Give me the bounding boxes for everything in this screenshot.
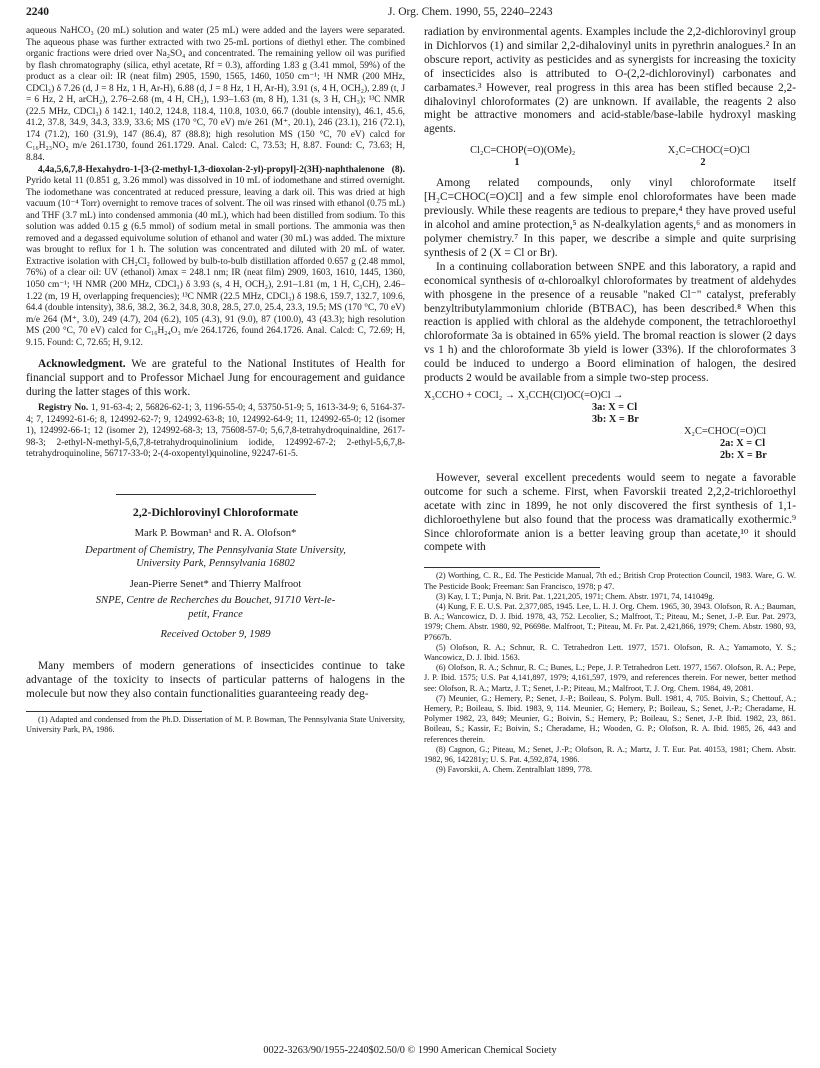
footnote-divider (26, 711, 202, 712)
compound-label-2b: 2b: X = Br (720, 449, 767, 461)
compound-number: 1 (514, 156, 520, 168)
running-header (26, 6, 786, 22)
section-divider (116, 494, 316, 495)
body-paragraph: However, several excellent precedents would seem to negate a favorable outcome for such a scheme. First, when Favorskii treated 2,2,2-trichloroethyl acetate with zinc in 1899, he not only discovered the first synthesis of 1,1-dichloroethylene but also found that the process was dramatically exothermic.⁹ Since chloroformate anion is a better leaving group than acetate,¹⁰ it should compete with (424, 471, 796, 554)
author-line: Jean-Pierre Senet* and Thierry Malfroot (129, 578, 302, 590)
footnote: (7) Meunier, G.; Hemery, P.; Senet, J.-P.; Boileau, S. Polym. Bull. 1981, 4, 705. Boivin, S.; Chettouf, A.; Hemery, P.; Boileau, S. Ibid. 1983, 9, 114. Meunier, G; Hemery, P.; Boileau, S.; Senet, J.-P.; Cheradame, H. Polymer 1982, 23, 849; Meunier, G.; Boivin, S.; Hemery, P.; Boileau, S.; Senet, J.-P. Ibid. 1982, 23, 861. Boileau, S.; Kassir, F.; Boivin, S.; Cheradame, H.; Wooden, G. P.; Olofson, R. A. Ibid. 1985, 26, 443 and references therein. (424, 693, 796, 744)
compound-label-2a: 2a: X = Cl (720, 437, 766, 449)
structure-row (424, 145, 796, 157)
page-footer: 0022-3263/90/1955-2240$02.50/0 © 1990 American Chemical Society (263, 1045, 557, 1056)
dichlorvos-formula: Cl₂C=CHOP(=O)(OMe)₂ (470, 145, 576, 157)
footnote: (2) Worthing, C. R., Ed. The Pesticide Manual, 7th ed.; British Crop Protection Council, 1983. Ware, G. W. The Pesticide Book; Freeman: San Francisco, 1978; p 47. (424, 571, 796, 591)
footnote: (3) Kay, I. T.; Punja, N. Brit. Pat. 1,221,205, 1971; Chem. Abstr. 1971, 74, 141049g. (436, 591, 715, 601)
spacer (26, 642, 405, 652)
affiliation: Department of Chemistry, The Pennsylvania State University, University Park, Pennsylvania 16802 (85, 544, 346, 570)
footnote-divider (424, 567, 600, 568)
left-column (26, 26, 405, 1026)
body-paragraph: In a continuing collaboration between SNPE and this laboratory, a rapid and economical synthesis of α-chloroalkyl chloroformates by treatment of aldehydes with phosgene in the presence of a reusable "naked Cl⁻" catalyst, preferably benzyltributylammonium chloride (BTBAC), has been described.⁸ When this reaction is applied with chloral as the aldehyde component, the tetrachloroethyl chloroformate 3a is obtained in 65% yield. The bromal reaction is slower (2 days vs 1 h) and the chloroformate 3b yield is lower (33%). If the chloroformates 3 could be induced to undergo a Boord elimination of halogen, the desired products 2 would be available from a simple two-step process. (424, 260, 796, 385)
body-paragraph: Among related compounds, only vinyl chloroformate itself [H₂C=CHOC(=O)Cl] and a few simple enol chloroformates have been made previously. While these reagents are tedious to prepare,⁴ they have proved useful in alcohol and amine protection,⁵ as N-dealkylation agents,⁶ and as monomers in polymer chemistry.⁷ In this paper, we describe a simple and quite surprising synthesis of 2 (X = Cl or Br). (424, 177, 796, 259)
introduction-paragraph: Many members of modern generations of insecticides continue to take advantage of the toxicity to insects of particular patterns of halogens in the molecule but now they also contain functionalities guaranteeing ready deg- (26, 659, 405, 700)
experimental-paragraph (26, 165, 405, 350)
structure-numbers (424, 157, 796, 169)
footnote: (4) Kung, F. E. U.S. Pat. 2,377,085, 1945. Lee, L. H. J. Org. Chem. 1965, 30, 3943. Olofson, R. A.; Bauman, B. A.; Wancowicz, D. J. Ibid. 1978, 43, 752. Lecolier, S.; Malfroot, T.; Piteau, M.; Senet, J.-P. Eur. Pat. 2973, 1979; Chem. Abstr. 1980, 92, P6698e. Malfroot, T.; Piteau, M. Fr. Pat. 2,421,866, 1979; Chem. Abstr. 1980, 93, P7667b. (424, 601, 796, 642)
footnote: (5) Olofson, R. A.; Schnur, R. C. Tetrahedron Lett. 1977, 1571. Olofson, R. A.; Yamamoto, Y. S.; Wancowicz, D. J. Ibid. 1563. (424, 642, 796, 662)
footnote: (1) Adapted and condensed from the Ph.D. Dissertation of M. P. Bowman, The Pennsylvania State University, University Park, PA, 1986. (26, 714, 405, 734)
compound-label-3b: 3b: X = Br (592, 413, 639, 425)
page-number: 2240 (26, 6, 49, 18)
footnote: (6) Olofson, R. A.; Schnur, R. C.; Bunes, L.; Pepe, J. P. Tetrahedron Lett. 1977, 1567. Olofson, R. A.; Pepe, J. P. Ibid. 1575; U.S. Pat 4,141,897, 1979; 4,161,597, 1979, and references therein. For newer, better method see: Olofson, R. A.; Martz, J. T.; Senet, J.-P.; Piteau, M.; Malfroot, T. J. Org. Chem. 1984, 49, 2081. (424, 663, 796, 693)
author-line: Mark P. Bowman¹ and R. A. Olofson* (134, 528, 297, 540)
reaction-step-1: X₃CCHO + COCl₂ → X₃CCH(Cl)OC(=O)Cl → (424, 389, 624, 401)
experimental-paragraph: aqueous NaHCO₃ (20 mL) solution and water (25 mL) were added and the layers were separated. The aqueous phase was further extracted with two 25-mL portions of diethyl ether. The combined organic fractions were dried over Na₂SO₄ and concentrated. The remaining yellow oil was purified by flash chromatography (silica, ethyl acetate, Rf = 0.3), affording 1.83 g (3.41 mmol, 59%) of the product as a clear oil: IR (neat film) 2905, 1590, 1565, 1460, 1050 cm⁻¹; ¹H NMR (200 MHz, CDCl₃) δ 7.26 (d, J = 8 Hz, 1 H, Ar-H), 6.88 (d, J = 8 Hz, 1 H, Ar-H), 3.91 (s, 4 H, OCH₂), 2.89 (t, J = 6 Hz, 2 H, arCH₂), 2.76–2.68 (m, 4 H, CH₂), 1.93–1.63 (m, 8 H), 1.31 (s, 3 H, CH₃); ¹³C NMR (22.5 MHz, CDCl₃) δ 142.1, 140.2, 124.8, 118.4, 110.8, 103.0, 66.7 (double intensity), 46.1, 45.6, 41.2, 37.8, 34.9, 34.3, 33.9, 33.6; MS (170 °C, 70 eV) m/e 261 (M⁺, 20.1), 246 (23.1), 216 (72.1), 174 (71.2), 160 (31.9), 147 (86.4), 87 (88.8); high resolution MS (150 °C, 70 eV) calcd for C₁₆H₂₃NO₂ m/e 261.1730, found 261.1729. Anal. Calcd: C, 73.53; H, 8.87. Found: C, 73.63; H, 8.84. (26, 26, 405, 164)
article-title: 2,2-Dichlorovinyl Chloroformate (132, 504, 299, 519)
registry-paragraph (26, 403, 405, 461)
footnote: (8) Cagnon, G.; Piteau, M.; Senet, J.-P.; Olofson, R. A.; Martz, J. T. Eur. Pat. 40153, 1981; Chem. Abstr. 1982, 96, 142281y; U. S. Pat. 4,592,874, 1986. (424, 744, 796, 765)
procedure-text: Pyrido ketal 11 (0.851 g, 3.26 mmol) was dissolved in 10 mL of iodomethane and stirred overnight. The iodomethane was concentrated at reduced pressure, leaving a dark oil. This was dried at high vacuum (10⁻⁴ Torr) overnight to remove traces of solvent. The oil was rinsed with ethanol (0.75 mL) and THF (3.7 mL) into condensed ammonia (40 mL), which had been distilled from sodium. To this solution was added 0.15 g (6.5 mmol) of sodium metal in small portions. The ammonia was then removed and a degassed equivolume solution of ethanol and water (30 mL) was added. The mixture was brought to reflux for 1 h. The solution was concentrated and diluted with 20 mL of water. Extractive isolation with CH₂Cl₂ followed by bulb-to-bulb distillation afforded 0.657 g (2.48 mmol, 76%) of a clear oil: UV (ethanol) λmax = 248.1 nm; IR (neat film) 2909, 1603, 1610, 1445, 1360, 1050 cm⁻¹; ¹H NMR (200 MHz, CDCl₃) δ 3.93 (s, 4 H, OCH₂), 2.91–1.81 (m, 1 H, C₃CH), 2.46–1.22 (m, 19 H, overlapping frequencies); ¹³C NMR (22.5 MHz, CDCl₃) δ 198.6, 159.7, 132.7, 109.6, 64.4 (double intensity), 38.6, 38.2, 36.2, 34.8, 30.8, 28.5, 27.0, 25.4, 23.3, 19.5; MS (170 °C, 70 eV) m/e 264 (M⁺, 3.0), 249 (4.7), 204 (6.2), 105 (4.3), 91 (9.0), 87 (100.0), 43 (43.3); high resolution MS (200 °C, 70 eV) calcd for C₁₆H₂₄O₃ m/e 264.1726, found 264.1726. Anal. Calcd: C, 72.69; H, 9.15. Found: C, 72.65; H, 9.12. (26, 176, 405, 348)
registry-heading: Registry No. (38, 403, 89, 414)
acknowledgment-heading: Acknowledgment. (38, 358, 126, 371)
body-paragraph: radiation by environmental agents. Examples include the 2,2-dichlorovinyl group in Dichlorvos (1) and similar 2,2-dihalovinyl units in pyrethrin analogues.² In an obscure report, activity as pesticides and as synergists for increasing the toxicity of insecticides also is attributed to O-(2,2-dichlorovinyl) carbonates and carbamates.³ However, real progress in this area has been stifled because 2,2-dihalovinyl chloroformates (2) are unknown. If available, the reagents 2 also might be attractive monomers and acid-stable/base-labile hydroxyl masking agents. (424, 26, 796, 136)
acknowledgment-text: We are grateful to the National Institutes of Health for financial support and to Professor Michael Jung for encouragement and guidance during the latter stages of this work. (26, 358, 405, 399)
chloroformate-formula: X₂C=CHOC(=O)Cl (667, 145, 750, 157)
compound-number: 2 (700, 156, 706, 168)
footnote: (9) Favorskii, A. Chem. Zentralblatt 1899, 778. (436, 765, 593, 775)
acknowledgment-paragraph (26, 358, 405, 400)
compound-heading: 4,4a,5,6,7,8-Hexahydro-1-[3-(2-methyl-1,3-dioxolan-2-yl)-propyl]-2(3H)-naphthalenone (8). (38, 164, 405, 175)
reaction-scheme (424, 390, 796, 462)
affiliation: SNPE, Centre de Recherches du Bouchet, 91710 Vert-le-petit, France (95, 595, 336, 620)
journal-citation: J. Org. Chem. 1990, 55, 2240–2243 (388, 6, 553, 18)
compound-label-3a: 3a: X = Cl (592, 401, 638, 413)
received-date: Received October 9, 1989 (160, 629, 271, 641)
right-column (424, 26, 796, 1026)
registry-text: 1, 91-63-4; 2, 56826-62-1; 3, 1196-55-0; 4, 53750-51-9; 5, 1613-34-9; 6, 5164-37-4; 7, 124992-61-6; 8, 124992-62-7; 9, 124992-63-8; 10, 124992-64-9; 11, 124992-65-0; 12 (isomer 1), 124992-66-1; 12 (isomer 2), 124992-68-3; 13, 75608-57-0; 5,6,7,8-tetrahydroquinaldine, 2617-98-3; 2-ethyl-N-methyl-5,6,7,8-tetrahydroquinolinium iodide, 124992-67-2; 2-ethyl-5,6,7,8-tetrahydroquinoline, 56717-33-0; 2-(4-oxopentyl)quinoline, 92247-61-5. (26, 403, 405, 460)
reaction-product: X₂C=CHOC(=O)Cl (684, 425, 767, 437)
